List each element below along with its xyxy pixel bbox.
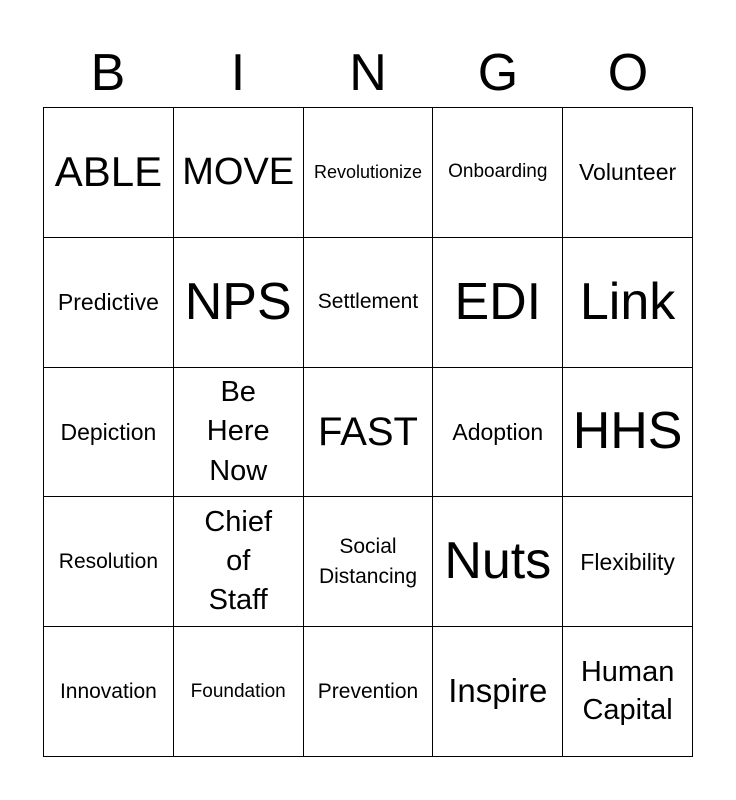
cell-text: Flexibility [580,548,675,575]
bingo-cell[interactable] [174,497,304,627]
header-letter-i: I [230,44,246,102]
cell-text: Innovation [59,679,157,703]
bingo-cell[interactable] [433,368,563,498]
bingo-cell[interactable] [563,238,693,368]
cell-text: Inspire [448,672,548,710]
bingo-cell[interactable] [44,238,174,368]
cell-text: Link [579,272,676,331]
bingo-cell[interactable] [174,108,304,238]
cell-text: NPS [184,272,292,331]
bingo-cell[interactable] [304,108,434,238]
cell-text: Settlement [317,290,419,314]
cell-text: Adoption [452,418,544,445]
cell-text: Prevention [317,679,419,703]
cell-text: ABLE [54,148,163,196]
bingo-cell[interactable] [174,627,304,757]
header-letter-n: N [349,44,387,102]
bingo-cell[interactable] [563,627,693,757]
bingo-cell[interactable] [304,497,434,627]
bingo-cell[interactable] [44,108,174,238]
cell-text: Revolutionize [313,162,423,183]
cell-text: Depiction [60,418,157,445]
cell-text: Onboarding [448,161,548,183]
cell-text: Chief of Staff [204,506,273,617]
bingo-cell[interactable] [304,368,434,498]
cell-text: Predictive [57,288,159,315]
bingo-cell[interactable] [44,368,174,498]
cell-text: FAST [317,409,418,454]
cell-text: Foundation [190,680,286,702]
bingo-cell[interactable] [44,627,174,757]
cell-text: MOVE [182,150,295,193]
bingo-cell[interactable] [304,627,434,757]
cell-text: Resolution [58,549,159,573]
bingo-header [43,40,693,106]
bingo-cell[interactable] [44,497,174,627]
bingo-cell[interactable] [174,238,304,368]
cell-text: HHS [572,402,683,461]
bingo-cell[interactable] [563,497,693,627]
cell-text: Nuts [444,532,552,591]
bingo-cell[interactable] [433,108,563,238]
bingo-cell[interactable] [563,368,693,498]
header-letter-o: O [607,44,649,102]
cell-text: Volunteer [578,159,677,186]
cell-text: EDI [454,272,542,331]
bingo-cell[interactable] [563,108,693,238]
cell-text: Human Capital [580,655,675,726]
bingo-cell[interactable] [433,497,563,627]
cell-text: Social Distancing [318,535,418,588]
bingo-cell[interactable] [433,238,563,368]
header-letter-b: B [90,44,126,102]
bingo-cell[interactable] [174,368,304,498]
cell-text: Be Here Now [206,376,270,487]
bingo-board [43,107,693,757]
bingo-cell[interactable] [304,238,434,368]
header-letter-g: G [477,44,519,102]
bingo-cell[interactable] [433,627,563,757]
